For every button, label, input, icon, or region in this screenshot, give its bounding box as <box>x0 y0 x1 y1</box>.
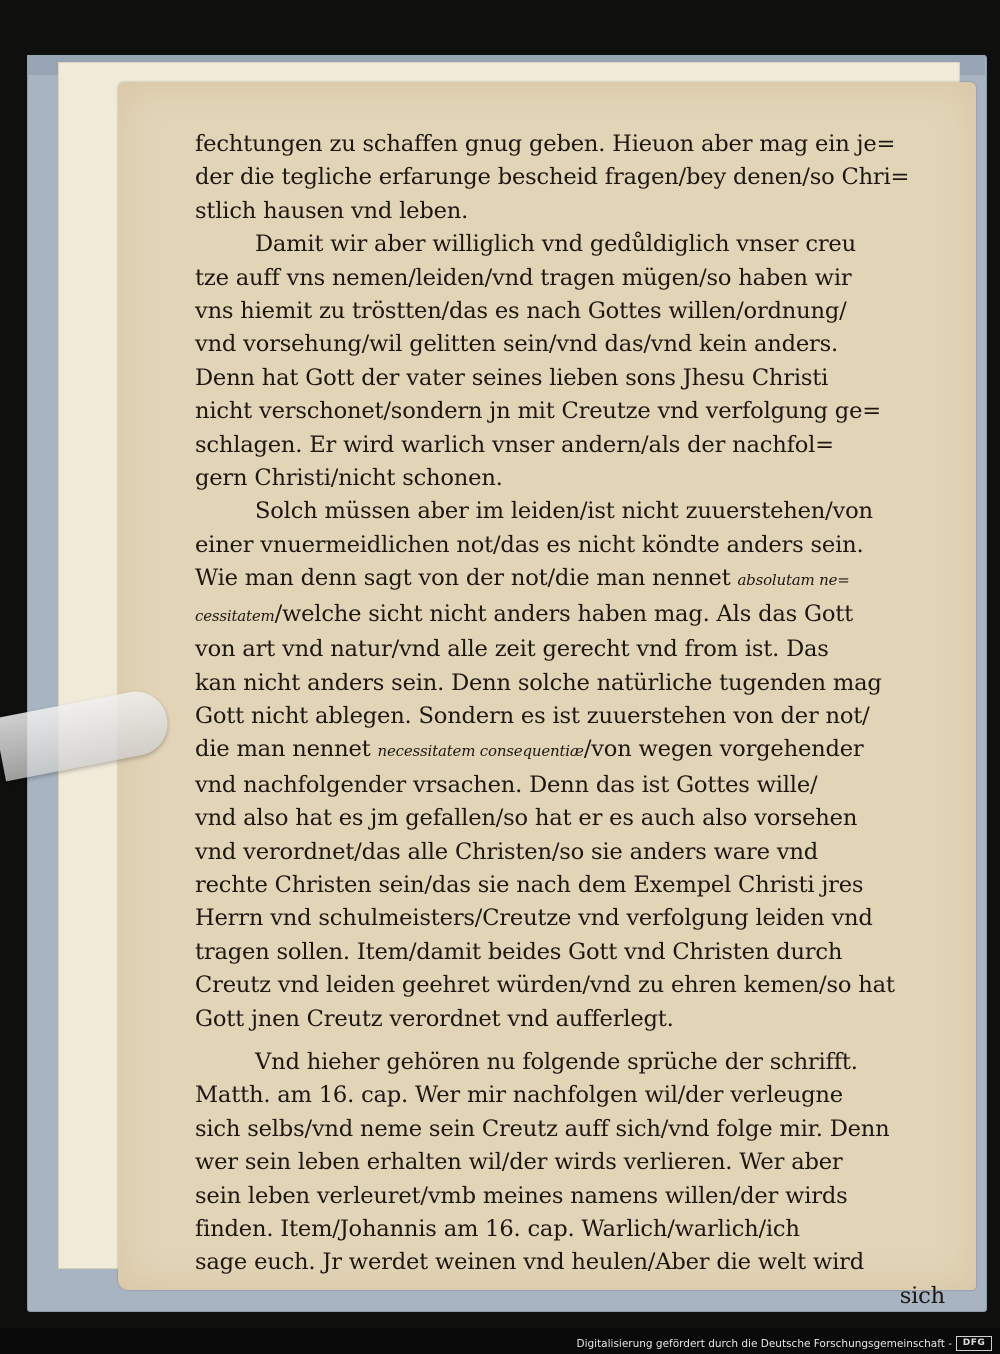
text-line: einer vnuermeidlichen not/das es nicht köndte anders sein. <box>195 531 864 558</box>
text-line: sein leben verleuret/vmb meines namens willen/der wirds <box>195 1182 848 1209</box>
paragraph-2 <box>195 228 955 495</box>
paragraph-3 <box>195 495 955 1036</box>
text-line: wer sein leben erhalten wil/der wirds verlieren. Wer aber <box>195 1149 843 1176</box>
text-run: Wie man denn sagt von der not/die man nennet <box>195 565 738 592</box>
text-line: der die tegliche erfarunge bescheid fragen/bey denen/so Chri= <box>195 164 910 191</box>
funding-credit: Digitalisierung gefördert durch die Deutsche Forschungsgemeinschaft - <box>576 1338 952 1350</box>
text-run: die man nennet <box>195 736 378 763</box>
text-line: sich selbs/vnd neme sein Creutz auff sich/vnd folge mir. Denn <box>195 1115 890 1142</box>
text-line: Vnd hieher gehören nu folgende sprüche der schrifft. <box>255 1048 858 1075</box>
text-line: Gott jnen Creutz verordnet vnd aufferlegt. <box>195 1005 674 1032</box>
text-line: vns hiemit zu tröstten/das es nach Gottes willen/ordnung/ <box>195 298 847 325</box>
dfg-logo: DFG <box>956 1336 992 1351</box>
text-line: finden. Item/Johannis am 16. cap. Warlich/warlich/ich <box>195 1216 800 1242</box>
text-line: vnd also hat es jm gefallen/so hat er es auch also vorsehen <box>195 805 858 832</box>
text-line <box>195 598 955 633</box>
text-line: vnd nachfolgender vrsachen. Denn das ist Gottes wille/ <box>195 771 818 798</box>
text-line: fechtungen zu schaffen gnug geben. Hieuon aber mag ein je= <box>195 131 896 157</box>
paragraph-gap <box>195 1036 955 1046</box>
text-line: Creutz vnd leiden geehret würden/vnd zu ehren kemen/so hat <box>195 972 895 999</box>
paragraph-4 <box>195 1046 955 1280</box>
text-line: sage euch. Jr werdet weinen vnd heulen/Aber die welt wird <box>195 1249 865 1276</box>
catchword: sich <box>899 1282 945 1309</box>
text-line: gern Christi/nicht schonen. <box>195 465 503 492</box>
text-line <box>195 562 955 597</box>
text-line: schlagen. Er wird warlich vnser andern/als der nachfol= <box>195 431 834 458</box>
text-line <box>195 733 955 768</box>
page-text-block <box>195 128 955 1313</box>
text-line: kan nicht anders sein. Denn solche natürliche tugenden mag <box>195 669 882 696</box>
latin-term: cessitatem <box>195 606 275 625</box>
text-line: vnd verordnet/das alle Christen/so sie anders ware vnd <box>195 838 818 865</box>
paragraph-1 <box>195 128 955 228</box>
text-line: Herrn vnd schulmeisters/Creutze vnd verfolgung leiden vnd <box>195 905 873 932</box>
text-line: Denn hat Gott der vater seines lieben sons Jhesu Christi <box>195 364 829 391</box>
text-line: Solch müssen aber im leiden/ist nicht zuuerstehen/von <box>255 498 873 525</box>
text-line: rechte Christen sein/das sie nach dem Exempel Christi jres <box>195 871 864 898</box>
text-line: Matth. am 16. cap. Wer mir nachfolgen wil/der verleugne <box>195 1082 843 1109</box>
text-line: Gott nicht ablegen. Sondern es ist zuuerstehen von der not/ <box>195 702 870 729</box>
text-line: stlich hausen vnd leben. <box>195 197 469 224</box>
latin-term: necessitatem consequentiæ <box>377 742 584 761</box>
text-line: vnd vorsehung/wil gelitten sein/vnd das/vnd kein anders. <box>195 331 839 358</box>
text-line: nicht verschonet/sondern jn mit Creutze vnd verfolgung ge= <box>195 398 881 425</box>
text-line: von art vnd natur/vnd alle zeit gerecht vnd from ist. Das <box>195 636 829 663</box>
text-line: tragen sollen. Item/damit beides Gott vnd Christen durch <box>195 938 843 965</box>
text-run: /von wegen vorgehender <box>583 736 864 763</box>
text-line: tze auff vns nemen/leiden/vnd tragen mügen/so haben wir <box>195 264 852 291</box>
text-line: Damit wir aber williglich vnd gedůldiglich vnser creu <box>255 231 856 258</box>
latin-term: absolutam ne= <box>737 571 850 590</box>
text-run: /welche sicht nicht anders haben mag. Als das Gott <box>274 600 853 627</box>
